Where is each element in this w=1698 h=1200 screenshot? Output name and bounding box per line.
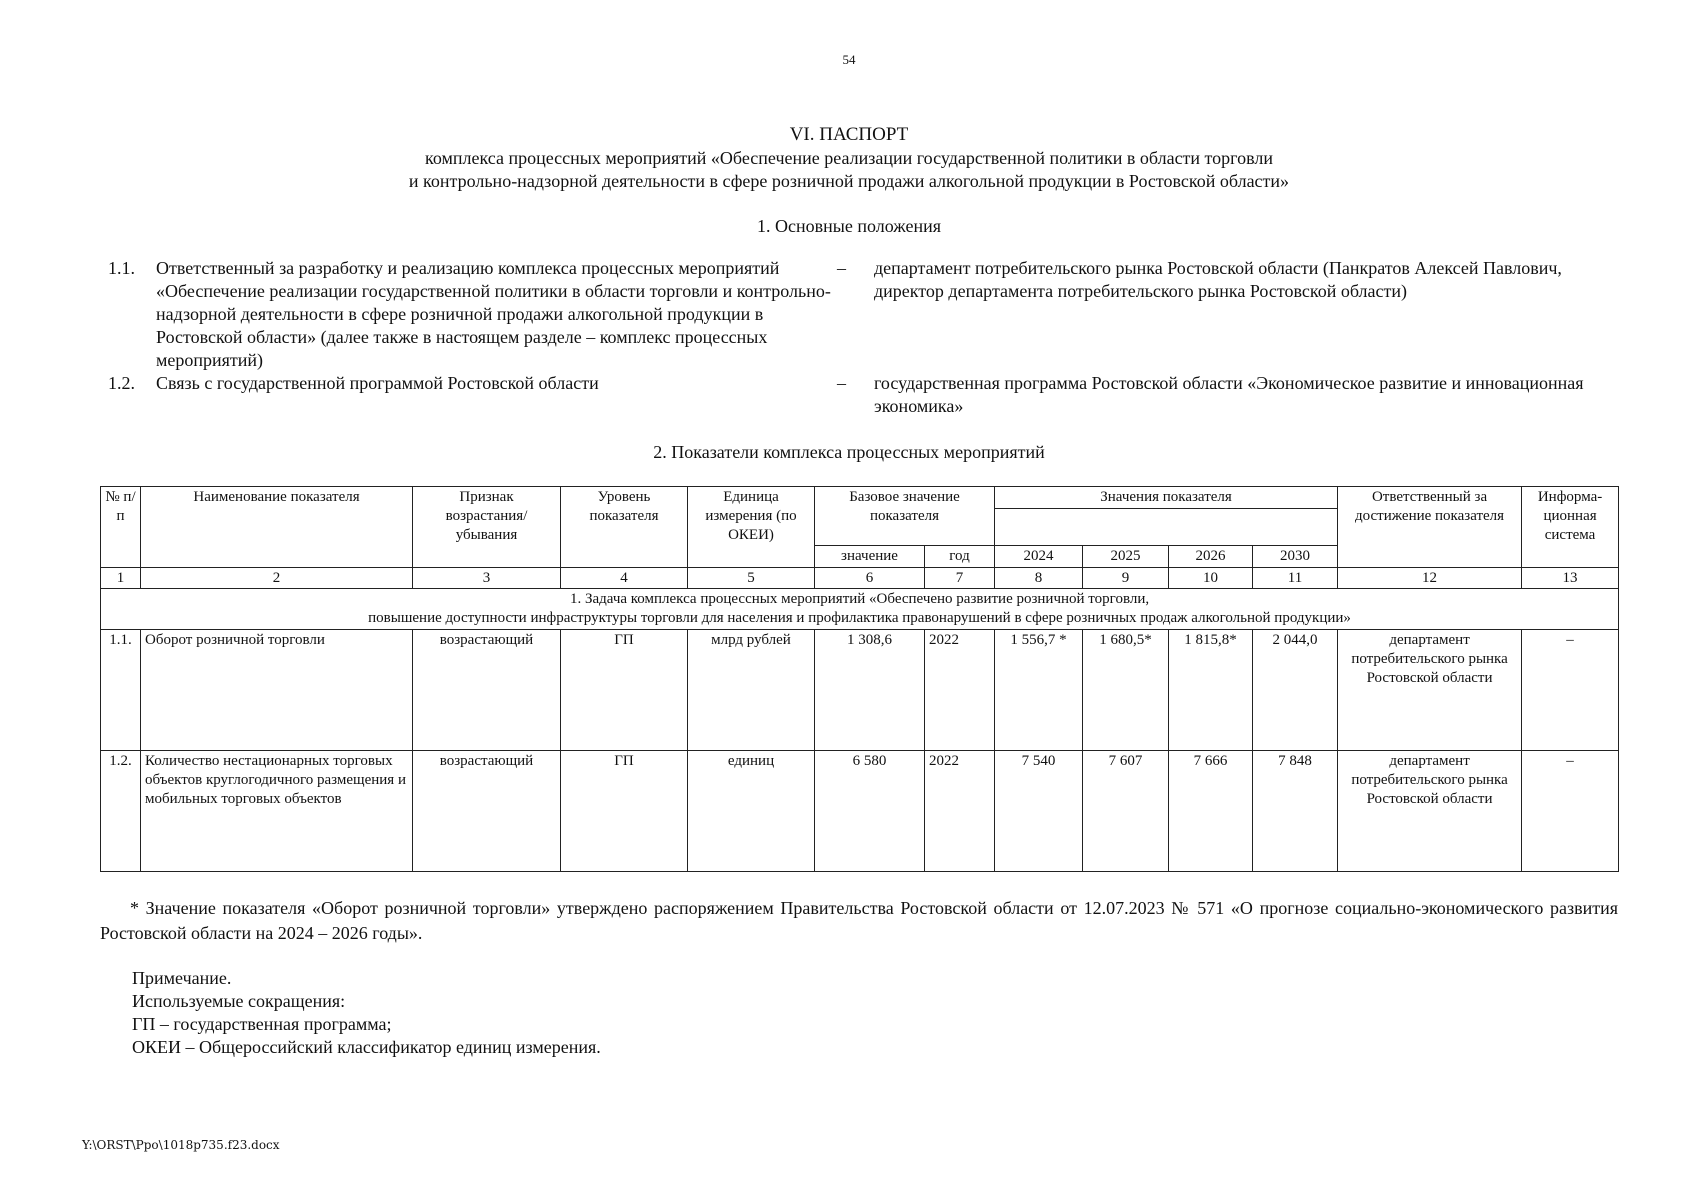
- row-trend: возрастающий: [413, 630, 561, 751]
- header-num: № п/п: [101, 487, 141, 568]
- column-number: 4: [561, 568, 688, 589]
- row-value-2030: 7 848: [1253, 751, 1338, 872]
- column-number: 5: [688, 568, 815, 589]
- column-number: 7: [925, 568, 995, 589]
- task-cell: [101, 589, 1619, 630]
- footnote: * Значение показателя «Оборот розничной торговли» утверждено распоряжением Правительства Ростовской области от 12.07.2023 № 571 «О прогнозе социально-экономического развития Ростовской области на 2024 – 2026 годы».: [100, 898, 1618, 943]
- column-number: 3: [413, 568, 561, 589]
- row-name: Количество нестационарных торговых объектов круглогодичного размещения и мобильных торговых объектов: [141, 751, 413, 872]
- row-value-2024: 1 556,7 *: [995, 630, 1083, 751]
- table-row: [101, 751, 1619, 872]
- provision-label: Связь с государственной программой Ростовской области: [156, 373, 599, 393]
- task-row: [101, 589, 1619, 630]
- header-base: Базовое значение показателя: [815, 487, 995, 546]
- row-value-2026: 1 815,8*: [1169, 630, 1253, 751]
- row-base-year: 2022: [925, 630, 995, 751]
- section-1-heading: 1. Основные положения: [757, 216, 941, 236]
- row-num: 1.1.: [101, 630, 141, 751]
- row-value-2025: 7 607: [1083, 751, 1169, 872]
- provision-label: Ответственный за разработку и реализацию комплекса процессных мероприятий «Обеспечение реализации государственной политики в области торговли и контрольно-надзорной деятельности в сфере розничной продажи алкогольной продукции в Ростовской области» (далее также в настоящем разделе – комплекс процессных мероприятий): [156, 258, 831, 370]
- row-level: ГП: [561, 630, 688, 751]
- row-unit: единиц: [688, 751, 815, 872]
- abbreviation-gp: ГП – государственная программа;: [132, 1014, 392, 1034]
- header-info-system: Информа-ционная система: [1522, 487, 1619, 568]
- provision-number: 1.1.: [108, 258, 135, 278]
- passport-title: VI. ПАСПОРТ: [789, 124, 909, 145]
- header-year-2030: 2030: [1253, 546, 1338, 568]
- row-base-value: 6 580: [815, 751, 925, 872]
- row-info-system: –: [1522, 630, 1619, 751]
- header-unit: Единица измерения (по ОКЕИ): [688, 487, 815, 568]
- provision-number: 1.2.: [108, 373, 135, 393]
- header-base-year: год: [925, 546, 995, 568]
- row-value-2026: 7 666: [1169, 751, 1253, 872]
- file-path: Y:\ORST\Ppo\1018p735.f23.docx: [82, 1138, 280, 1152]
- column-number-row: [101, 568, 1619, 589]
- column-number: 12: [1338, 568, 1522, 589]
- header-year-2026: 2026: [1169, 546, 1253, 568]
- row-base-value: 1 308,6: [815, 630, 925, 751]
- column-number: 2: [141, 568, 413, 589]
- row-num: 1.2.: [101, 751, 141, 872]
- abbreviation-okei: ОКЕИ – Общероссийский классификатор единиц измерения.: [132, 1037, 601, 1057]
- row-info-system: –: [1522, 751, 1619, 872]
- row-value-2025: 1 680,5*: [1083, 630, 1169, 751]
- column-number: 1: [101, 568, 141, 589]
- column-number: 6: [815, 568, 925, 589]
- column-number: 11: [1253, 568, 1338, 589]
- header-name: Наименование показателя: [141, 487, 413, 568]
- row-trend: возрастающий: [413, 751, 561, 872]
- passport-subtitle-line1: комплекса процессных мероприятий «Обеспечение реализации государственной политики в области торговли: [424, 148, 1273, 168]
- row-responsible: департамент потребительского рынка Ростовской области: [1338, 751, 1522, 872]
- provision-dash: –: [837, 373, 846, 393]
- table-header-row: [101, 487, 1619, 509]
- provision-item-1-2: [0, 372, 1698, 420]
- section-2-heading: 2. Показатели комплекса процессных мероприятий: [653, 442, 1045, 462]
- indicators-table: [100, 486, 1619, 872]
- provision-item-1-1: [0, 257, 1698, 372]
- provision-value: департамент потребительского рынка Ростовской области (Панкратов Алексей Павлович, директор департамента потребительского рынка Ростовской области): [874, 258, 1562, 301]
- header-trend: Признак возрастания/ убывания: [413, 487, 561, 568]
- header-values-spacer: [995, 509, 1338, 546]
- abbreviations-title: Используемые сокращения:: [132, 991, 346, 1011]
- column-number: 10: [1169, 568, 1253, 589]
- header-year-2025: 2025: [1083, 546, 1169, 568]
- note-title: Примечание.: [132, 968, 232, 988]
- row-value-2030: 2 044,0: [1253, 630, 1338, 751]
- row-unit: млрд рублей: [688, 630, 815, 751]
- table-row: [101, 630, 1619, 751]
- row-level: ГП: [561, 751, 688, 872]
- row-base-year: 2022: [925, 751, 995, 872]
- column-number: 9: [1083, 568, 1169, 589]
- page-number: 54: [842, 52, 856, 67]
- header-year-2024: 2024: [995, 546, 1083, 568]
- passport-subtitle-line2: и контрольно-надзорной деятельности в сфере розничной продажи алкогольной продукции в Ростовской области»: [408, 171, 1290, 191]
- header-values: Значения показателя: [995, 487, 1338, 509]
- provision-value: государственная программа Ростовской области «Экономическое развитие и инновационная экономика»: [874, 373, 1584, 416]
- column-number: 8: [995, 568, 1083, 589]
- row-name: Оборот розничной торговли: [141, 630, 413, 751]
- column-number: 13: [1522, 568, 1619, 589]
- header-responsible: Ответственный за достижение показателя: [1338, 487, 1522, 568]
- provision-dash: –: [837, 258, 846, 278]
- task-line: 1. Задача комплекса процессных мероприятий «Обеспечено развитие розничной торговли,: [569, 591, 1150, 607]
- row-responsible: департамент потребительского рынка Ростовской области: [1338, 630, 1522, 751]
- row-value-2024: 7 540: [995, 751, 1083, 872]
- header-level: Уровень показателя: [561, 487, 688, 568]
- header-base-value: значение: [815, 546, 925, 568]
- task-line: повышение доступности инфраструктуры торговли для населения и профилактика правонарушений в сфере розничных продаж алкогольной продукции»: [368, 610, 1351, 626]
